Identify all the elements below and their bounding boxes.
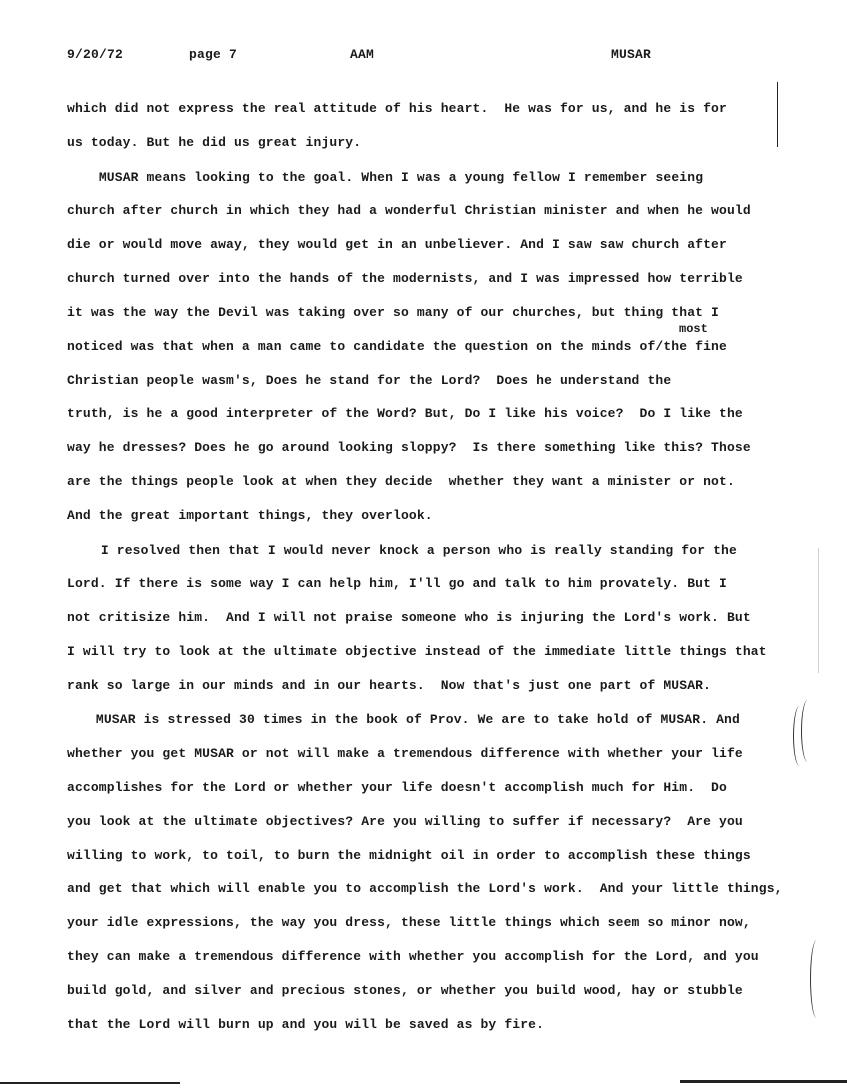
text-line: you look at the ultimate objectives? Are you willing to suffer if necessary? Are you xyxy=(67,814,743,829)
text-line: accomplishes for the Lord or whether your life doesn't accomplish much for Him. Do xyxy=(67,780,727,795)
text-line: church after church in which they had a wonderful Christian minister and when he would xyxy=(67,203,751,218)
page-header xyxy=(0,47,847,67)
text-line: not critisize him. And I will not praise someone who is injuring the Lord's work. But xyxy=(67,610,751,625)
margin-bracket-mark xyxy=(801,700,812,762)
text-line: us today. But he did us great injury. xyxy=(67,135,362,150)
header-page-number: page 7 xyxy=(189,47,238,62)
text-line: and get that which will enable you to accomplish the Lord's work. And your little things, xyxy=(67,881,783,896)
text-line: which did not express the real attitude of his heart. He was for us, and he is for xyxy=(67,101,727,116)
header-initials: AAM xyxy=(350,47,375,62)
text-line: MUSAR means looking to the goal. When I was a young fellow I remember seeing xyxy=(75,170,704,185)
text-line: way he dresses? Does he go around looking sloppy? Is there something like this? Those xyxy=(67,440,751,455)
text-line: die or would move away, they would get in an unbeliever. And I saw saw church after xyxy=(67,237,727,252)
scan-edge-line xyxy=(0,1082,180,1084)
header-date: 9/20/72 xyxy=(67,47,124,62)
text-line: I resolved then that I would never knock a person who is really standing for the xyxy=(77,543,737,558)
text-line: truth, is he a good interpreter of the Word? But, Do I like his voice? Do I like the xyxy=(67,406,743,421)
margin-faint-mark xyxy=(818,548,819,673)
text-line: whether you get MUSAR or not will make a tremendous difference with whether your life xyxy=(67,746,743,761)
text-line: church turned over into the hands of the modernists, and I was impressed how terrible xyxy=(67,271,743,286)
text-line: rank so large in our minds and in our hearts. Now that's just one part of MUSAR. xyxy=(67,678,712,693)
text-line: build gold, and silver and precious stones, or whether you build wood, hay or stubble xyxy=(67,983,743,998)
text-line: that the Lord will burn up and you will be saved as by fire. xyxy=(67,1017,545,1032)
text-line: I will try to look at the ultimate objective instead of the immediate little things that xyxy=(67,644,767,659)
text-line: Lord. If there is some way I can help him, I'll go and talk to him provately. But I xyxy=(67,576,727,591)
text-line: And the great important things, they overlook. xyxy=(67,508,433,523)
margin-bracket-mark xyxy=(810,940,821,1018)
scan-edge-line xyxy=(680,1080,847,1083)
text-line: they can make a tremendous difference with whether you accomplish for the Lord, and you xyxy=(67,949,759,964)
text-line: your idle expressions, the way you dress, these little things which seem so minor now, xyxy=(67,915,751,930)
text-line: noticed was that when a man came to candidate the question on the minds of/the fine xyxy=(67,339,727,354)
header-title: MUSAR xyxy=(611,47,652,62)
text-line: MUSAR is stressed 30 times in the book of Prov. We are to take hold of MUSAR. And xyxy=(80,712,740,727)
text-line: willing to work, to toil, to burn the midnight oil in order to accomplish these things xyxy=(67,848,751,863)
margin-bracket-mark xyxy=(777,82,778,147)
text-line: it was the way the Devil was taking over so many of our churches, but thing that I xyxy=(67,305,720,320)
handwritten-insert: most xyxy=(679,322,708,336)
text-line: Christian people wasm's, Does he stand for the Lord? Does he understand the xyxy=(67,373,672,388)
text-line: are the things people look at when they decide whether they want a minister or not. xyxy=(67,474,735,489)
